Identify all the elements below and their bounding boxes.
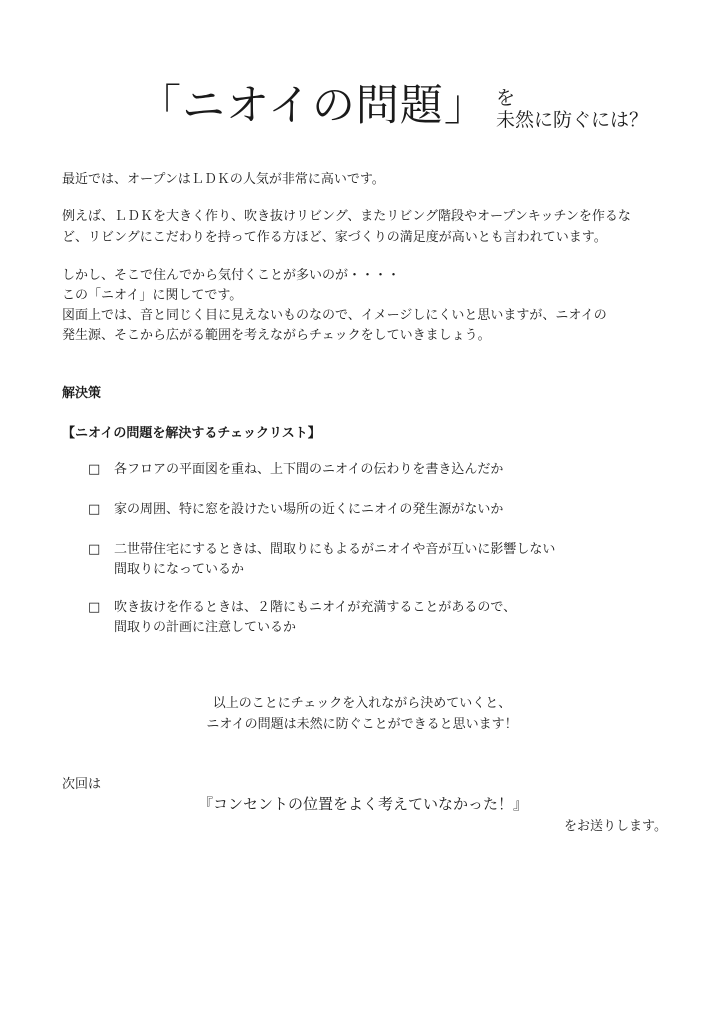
next-suffix: をお送りします。 <box>564 819 667 834</box>
checklist-item-text: 吹き抜けを作るときは、２階にもニオイが充満することがあるので、 <box>114 600 517 615</box>
title-subtext-line2: 未然に防ぐには？ <box>496 109 649 131</box>
checklist-item-text: 各フロアの平面図を重ね、上下間のニオイの伝わりを書き込んだか <box>114 462 504 477</box>
checklist-item-text: 家の周囲、特に窓を設けたい場所の近くにニオイの発生源がないか <box>114 502 504 517</box>
intro-paragraph-3-line-2: この「ニオイ」に関してです。 <box>62 288 243 303</box>
intro-paragraph-3-line-3: 図面上では、音と同じく目に見えないものなので、イメージしにくいと思いますが、ニオイの <box>62 308 607 323</box>
checkbox-icon[interactable]: □ <box>88 542 101 557</box>
conclusion-line-1: 以上のことにチェックを入れながら決めていくと、 <box>212 696 512 711</box>
intro-paragraph-3-line-1: しかし、そこで住んでから気付くことが多いのが・・・・ <box>62 268 401 283</box>
checkbox-icon[interactable]: □ <box>88 462 101 477</box>
solution-heading: 解決策 <box>62 386 102 401</box>
page-title: 「ニオイの問題」 <box>138 81 488 131</box>
checklist-item-text: 二世帯住宅にするときは、間取りにもよるがニオイや音が互いに影響しない <box>114 542 556 557</box>
checkbox-icon[interactable]: □ <box>88 502 101 517</box>
checklist-item-text-continued: 間取りの計画に注意しているか <box>114 620 297 635</box>
checklist-item <box>88 460 503 480</box>
conclusion-line-2: ニオイの問題は未然に防ぐことができると思います！ <box>206 717 518 732</box>
intro-paragraph-1: 最近では、オープンはＬＤＫの人気が非常に高いです。 <box>62 172 385 187</box>
intro-paragraph-3-line-4: 発生源、そこから広がる範囲を考えながらチェックをしていきましょう。 <box>62 328 491 343</box>
intro-paragraph-2-line-1: 例えば、ＬＤＫを大きく作り、吹き抜けリビング、またリビング階段やオープンキッチンを作るな <box>62 209 631 224</box>
checklist-item-text-continued: 間取りになっているか <box>114 562 245 577</box>
checklist-title: 【ニオイの問題を解決するチェックリスト】 <box>62 426 321 441</box>
checklist-item <box>88 500 503 520</box>
title-subtext-line1: を <box>496 87 516 109</box>
intro-paragraph-2-line-2: ど、リビングにこだわりを持って作る方ほど、家づくりの満足度が高いとも言われています。 <box>62 230 607 245</box>
checkbox-icon[interactable]: □ <box>88 600 101 615</box>
next-topic-title: 『コンセントの位置をよく考えていなかった！』 <box>198 795 529 813</box>
next-label: 次回は <box>62 777 102 792</box>
checklist-item <box>88 598 516 638</box>
checklist-item <box>88 540 555 580</box>
